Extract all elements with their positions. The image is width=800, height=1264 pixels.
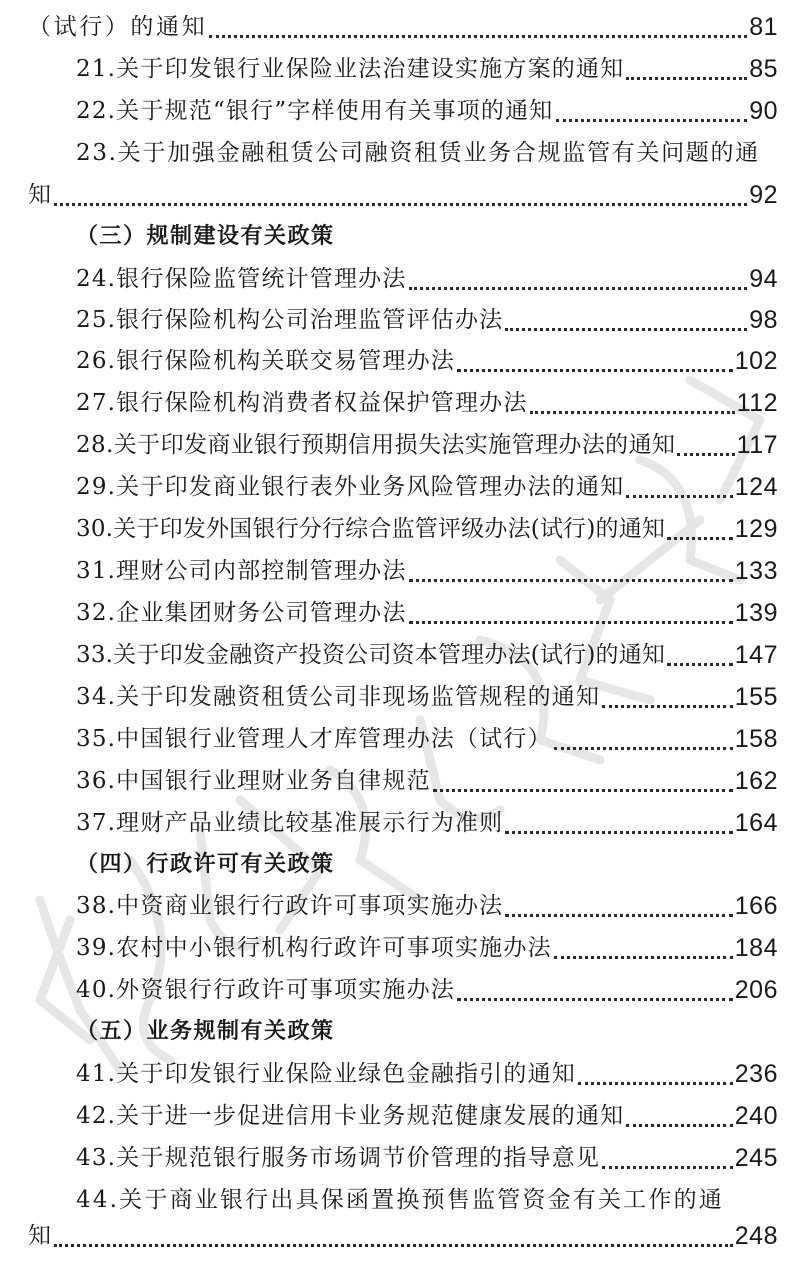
toc-leader: [209, 7, 747, 47]
toc-leader: [530, 383, 735, 423]
toc-entry: [28, 175, 778, 215]
toc-leader: [505, 803, 732, 843]
toc-leader: [626, 49, 747, 89]
toc-leader: [54, 1216, 733, 1256]
toc-entry-page: 139: [734, 599, 778, 627]
toc-leader: [602, 677, 733, 717]
section-heading-title: （五）业务规制有关政策: [76, 1019, 335, 1044]
toc-entry-title: 34.关于印发融资租赁公司非现场监管规程的通知: [76, 684, 601, 710]
toc-entry: [76, 803, 778, 843]
toc-entry-title: 35.中国银行业管理人才库管理办法（试行）: [76, 726, 552, 752]
toc-entry-page: 98: [749, 306, 778, 334]
toc-entry: [76, 970, 778, 1010]
toc-entry-page: 240: [734, 1102, 778, 1130]
toc-leader: [457, 970, 733, 1010]
toc-entry-page: 236: [734, 1060, 778, 1088]
toc-entry-page: 133: [734, 557, 778, 585]
toc-entry-page: 90: [749, 97, 778, 125]
toc-entry-page: 85: [749, 55, 778, 83]
toc-entry-page: 92: [749, 181, 778, 209]
toc-entry: [76, 91, 778, 131]
toc-entry-title: 40.外资银行行政许可事项实施办法: [76, 977, 455, 1003]
toc-leader: [554, 928, 733, 968]
section-heading-title: （四）行政许可有关政策: [76, 852, 335, 877]
toc-leader: [667, 509, 733, 549]
toc-leader: [54, 175, 747, 215]
toc-entry-title: 42.关于进一步促进信用卡业务规范健康发展的通知: [76, 1103, 625, 1129]
toc-entry-title: 38.中资商业银行行政许可事项实施办法: [76, 893, 504, 919]
toc-entry-title: 21.关于印发银行业保险业法治建设实施方案的通知: [76, 56, 625, 82]
toc-entry: [76, 1138, 778, 1178]
toc-entry-page: 184: [734, 934, 778, 962]
toc-leader: [677, 425, 734, 465]
section-heading: [76, 1012, 778, 1052]
toc-entry-page: 117: [736, 431, 778, 459]
toc-entry-title: （试行）的通知: [28, 14, 208, 40]
toc-leader: [457, 341, 733, 381]
toc-entry-page: 248: [734, 1222, 778, 1250]
toc-entry: [76, 635, 778, 675]
toc-leader: [556, 91, 748, 131]
toc-entry-title: 24.银行保险监管统计管理办法: [76, 266, 407, 292]
toc-entry-title: 22.关于规范“银行”字样使用有关事项的通知: [76, 98, 554, 124]
toc-entry-page: 162: [734, 767, 778, 795]
toc-leader: [667, 635, 733, 675]
section-heading-title: （三）规制建设有关政策: [76, 224, 335, 249]
toc-entry-title: 28.关于印发商业银行预期信用损失法实施管理办法的通知: [76, 432, 676, 458]
toc-entry-page: 206: [734, 976, 778, 1004]
toc-entry: [76, 259, 778, 299]
toc-entry-page: 158: [734, 725, 778, 753]
toc-entry: [76, 551, 778, 591]
toc-entry: [76, 886, 778, 926]
toc-entry: [76, 719, 778, 759]
toc-entry: [76, 467, 778, 507]
toc-entry-page: 129: [734, 515, 778, 543]
toc-entry-title: 36.中国银行业理财业务自律规范: [76, 768, 431, 794]
toc-entry: [76, 133, 778, 173]
toc-entry-page: 245: [734, 1144, 778, 1172]
toc-entry: [76, 1054, 778, 1094]
toc-leader: [626, 1096, 732, 1136]
toc-entry-title: 39.农村中小银行机构行政许可事项实施办法: [76, 935, 552, 961]
toc-entry-page: 164: [734, 809, 778, 837]
toc-entry-title: 37.理财产品业绩比较基准展示行为准则: [76, 810, 504, 836]
toc-entry: [76, 1096, 778, 1136]
toc-leader: [409, 593, 733, 633]
toc-entry: [76, 928, 778, 968]
section-heading: [76, 217, 778, 257]
toc-leader: [433, 761, 733, 801]
toc-entry-title: 41.关于印发银行业保险业绿色金融指引的通知: [76, 1061, 576, 1087]
toc-entry: [76, 509, 778, 549]
toc-entry-title: 33.关于印发金融资产投资公司资本管理办法(试行)的通知: [76, 642, 666, 668]
toc-entry: [76, 761, 778, 801]
toc-entry-page: 155: [734, 683, 778, 711]
toc-entry-page: 124: [734, 473, 778, 501]
toc-entry-page: 166: [734, 892, 778, 920]
toc-entry: [76, 425, 778, 465]
toc-entry-title: 30.关于印发外国银行分行综合监管评级办法(试行)的通知: [76, 516, 666, 542]
toc-entry-title: 43.关于规范银行服务市场调节价管理的指导意见: [76, 1145, 601, 1171]
toc-entry: [76, 341, 778, 381]
toc-leader: [409, 551, 733, 591]
toc-entry-title: 知: [28, 182, 53, 208]
toc-entry: [28, 7, 778, 47]
toc-entry: [76, 383, 778, 423]
toc-leader: [626, 467, 732, 507]
toc-entry-title: 31.理财公司内部控制管理办法: [76, 558, 407, 584]
toc-leader: [578, 1054, 733, 1094]
toc-leader: [505, 300, 747, 340]
toc-entry-title: 44.关于商业银行出具保函置换预售监管资金有关工作的通: [76, 1187, 724, 1213]
toc-entry-title: 25.银行保险机构公司治理监管评估办法: [76, 307, 504, 333]
toc-entry-page: 112: [736, 389, 778, 417]
toc-entry: [76, 677, 778, 717]
toc-entry-title: 知: [28, 1223, 53, 1249]
toc-entry-title: 23.关于加强金融租赁公司融资租赁业务合规监管有关问题的通: [76, 140, 760, 166]
toc-entry-page: 81: [749, 13, 778, 41]
toc-leader: [554, 719, 733, 759]
toc-leader: [409, 259, 748, 299]
toc-entry: [76, 1180, 778, 1220]
toc-entry-page: 94: [749, 265, 778, 293]
toc-entry: [76, 593, 778, 633]
section-heading: [76, 845, 778, 885]
toc-entry-title: 29.关于印发商业银行表外业务风险管理办法的通知: [76, 474, 625, 500]
toc-entry-title: 32.企业集团财务公司管理办法: [76, 600, 407, 626]
toc-entry: [76, 300, 778, 340]
toc-entry-page: 102: [734, 347, 778, 375]
toc-leader: [602, 1138, 733, 1178]
toc-entry-page: 147: [734, 641, 778, 669]
toc-entry-title: 27.银行保险机构消费者权益保护管理办法: [76, 390, 528, 416]
toc-entry: [28, 1216, 778, 1256]
toc-entry-title: 26.银行保险机构关联交易管理办法: [76, 348, 455, 374]
toc-entry: [76, 49, 778, 89]
toc-leader: [505, 886, 732, 926]
